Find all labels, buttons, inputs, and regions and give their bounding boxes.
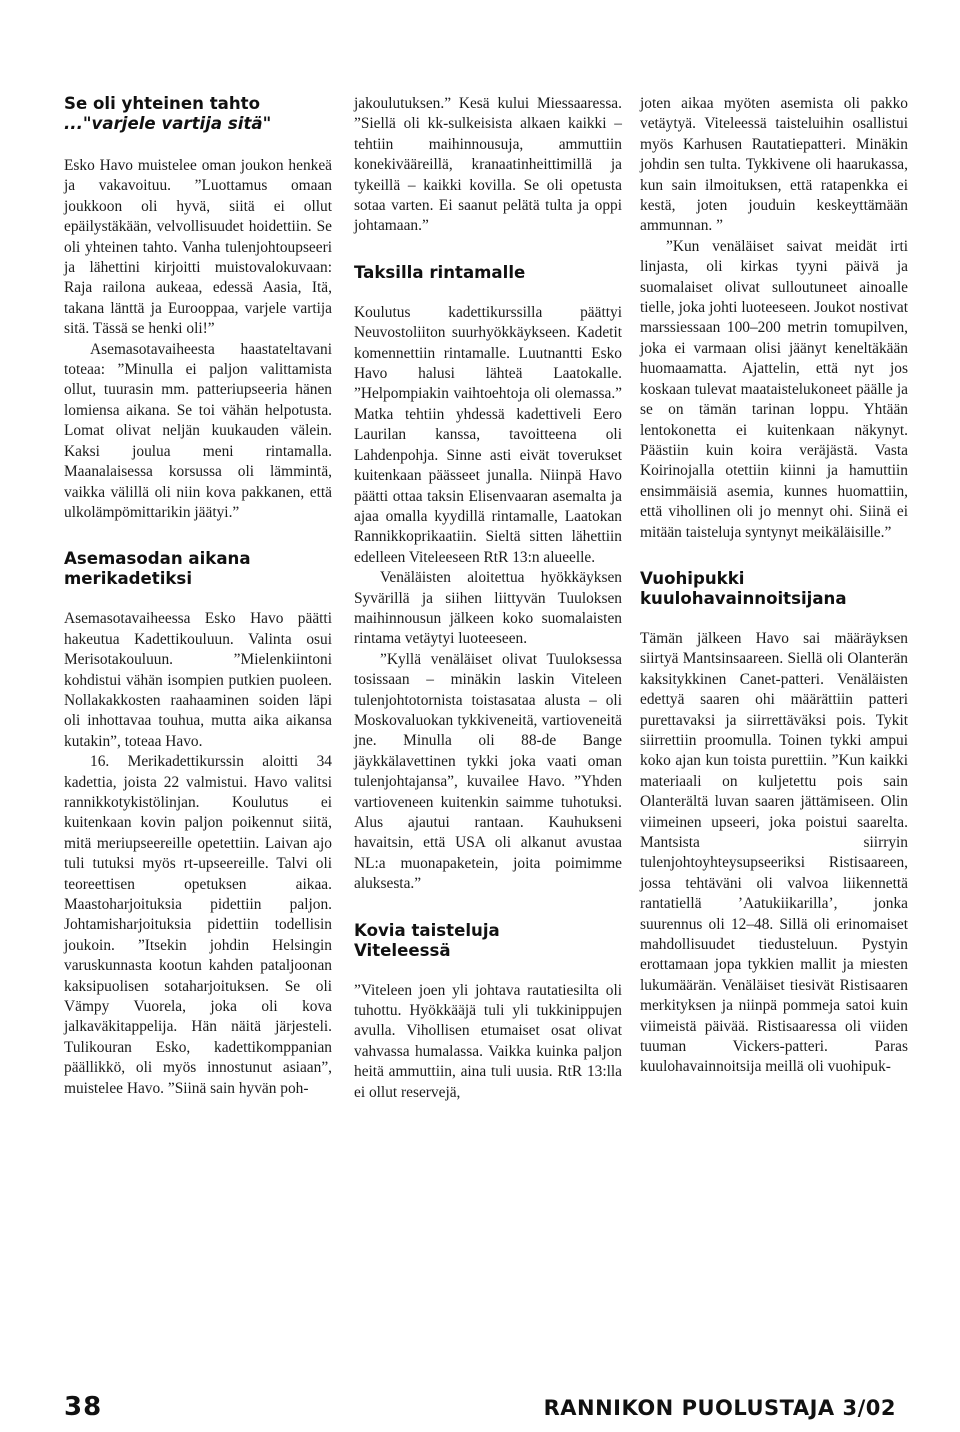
heading-line: merikadetiksi bbox=[64, 569, 193, 589]
column-2 bbox=[354, 94, 622, 1103]
paragraph: joten aikaa myöten asemista oli pakko vetäytyä. Viteleessä taisteluihin osallistui myös Karhusen Rautatiepatteri. Minäkin johdin sen tulta. Tykkivene oli haarukassa, kun sain ilmoituksen, että ratapenkka ei kestä, joten jouduin keskeyttämään ammunnan. ” bbox=[640, 95, 908, 235]
paragraph: ”Viteleen joen yli johtava rautatiesilta oli tuhottu. Hyökkääjä tuli yli tukkinippujen avulla. Vihollisen etumaiset osat olivat vahvassa humalassa. Vaikka kuinka paljon heitä ammuttiin, aina tuli uusia. RtR 13:lla ei ollut reservejä, bbox=[354, 981, 622, 1101]
column-1 bbox=[64, 94, 332, 1099]
column-3 bbox=[640, 94, 908, 1078]
heading-line: Taksilla rintamalle bbox=[354, 262, 526, 282]
magazine-title: RANNIKON PUOLUSTAJA 3/02 bbox=[543, 1396, 896, 1420]
section-heading-yhteinen-tahto bbox=[64, 94, 332, 134]
heading-line: Se oli yhteinen tahto bbox=[64, 94, 260, 113]
paragraph: Koulutus kadettikurssilla päättyi Neuvostoliiton suurhyökkäykseen. Kadetit komennettiin rintamalle. Luutnantti Esko Havo halusi lähteä Laatokalle. ”Helpompiakin vaihtoehtoja oli olemassa.” Matka tehtiin yhdessä kadettiveli Eero Laurilan kanssa, tavoitteena oli Lahdenpohja. Sinne asti eivät toverukset kuitenkaan päässeet junalla. Niinpä Havo päätti ottaa taksin Elisenvaaran asemalta ja ajaa omalla kyydillä rintamalle, Laatokan Rannikkoprikaatiin. Sieltä sitten lähettiin edelleen Viteleeseen RtR 13:n alueelle. bbox=[354, 303, 622, 566]
heading-line: Kovia taisteluja bbox=[354, 920, 500, 940]
heading-subline: ..."varjele vartija sitä" bbox=[64, 114, 272, 133]
page-number: 38 bbox=[64, 1392, 103, 1422]
paragraph: Esko Havo muistelee oman joukon henkeä ja vakavoituu. ”Luottamus omaan joukkoon oli hyvä, siitä ei ollut epäilystäkään, velvollisuudet hoidettiin. Se oli yhteinen tahto. Vanha tulenjohtoupseeri ja lähettini kirjoitti muistovalokuvaan: Raja railona aukeaa, edessä Aasia, Itä, takana länttä ja Eurooppaa, varjele vartija sitä. Tässä se henki oli!” bbox=[64, 157, 332, 338]
paragraph: ”Kyllä venäläiset olivat Tuuloksessa tosissaan – minäkin laskin Viteleen tulenjohtotornista toistasataa alusta – oli Moskovaluokan tykkiveneitä, vartioveneitä jne. Minulla oli 88-de Bange jäykkälavettinen tykki joka vaati oman tulenjohtajansa”, kuvailee Havo. ”Yhden vartioveneen kuitenkin saimme tuhotuksi. Alus ajautui rantaan. Kauhukseni havaitsin, että USA oli alkanut avustaa NL:a muonapaketein, joita poimimme aluksesta.” bbox=[354, 650, 622, 893]
section-heading-taksilla-rintamalle bbox=[354, 263, 622, 283]
heading-line: Viteleessä bbox=[354, 940, 451, 960]
paragraph: Venäläisten aloitettua hyökkäyksen Syvärillä ja siihen liittyvän Tuuloksen maihinnousun jälkeen koko suomalaisten rintama vetäytyi luoteeseen. bbox=[354, 569, 622, 648]
paragraph: jakoulutuksen.” Kesä kului Miessaaressa. ”Siellä oli kk-sulkeisista alkaen kaikki – tehtiin maihinnousuja, ammuttiin konekivääreillä, kranaatinheittimillä ja tykeillä – kaikki kovilla. Se oli opetusta sotaa varten. Ei saanut pelätä tulta ja oppi johtamaan.” bbox=[354, 95, 622, 235]
paragraph: Tämän jälkeen Havo sai määräyksen siirtyä Mantsinsaareen. Siellä oli Olanterän kaksitykkinen Canet-patteri. Venäläisten edettyä saaren ohi määrättiin patteri purettavaksi ja siirrettäväksi pois. Tykit siirrettiin proomulla. Toinen tykki ampui koko ajan kun toista purettiin. ”Kun kaikki materiaali on kuljetettu pois sain Olanterältä luvan saaren jättämiseen. Olin viimeinen upseeri, joka poistui saarelta. Mantsista siirryin tulenjohtoyhteysupseeriksi Ristisaareen, jossa tehtäväni oli valvoa liikennettä rantatiellä ’Aatukiikarilla’, jonka suurennus oli 12–48. Sillä oli erinomaiset mahdollisuudet tiedusteluun. Pystyin erottamaan jopa tykkien mallit ja miesten lukumäärän. Venäläiset tiesivät Ristisaaren merkityksen ja niinpä pommeja satoi kuin viimeistä päivää. Ristisaaressa oli viiden tuuman Vickers-patteri. Paras kuulohavainnoitsija meillä oli vuohipuk- bbox=[640, 629, 908, 1076]
heading-line: Vuohipukki bbox=[640, 568, 745, 588]
section-heading-kovia-taisteluja bbox=[354, 921, 622, 961]
paragraph: Asemasotavaiheessa Esko Havo päätti hakeutua Kadettikouluun. Valinta osui Merisotakouluun. ”Mielenkiintoni kohdistui vähän isompien putkien puoleen. Nollakakkosten raahaaminen soiden läpi oli inhottavaa touhua, mutta aika aikansa kutakin”, toteaa Havo. bbox=[64, 610, 332, 750]
paragraph: ”Kun venäläiset saivat meidät irti linjasta, oli kirkas tyyni päivä ja suomalaiset olivat sulloutuneet ainoalle tielle, joka johti luoteeseen. Joukot nostivat marssiessaan 100–200 metrin tomupilven, joka ei varmaan olisi jäänyt keneltäkään huomaamatta. Ajattelin, että nyt jos koskaan tulevat maataistelukoneet päälle ja se on tämän tarinan loppu. Yhtään lentokonetta ei kuitenkaan näkynyt. Päästiin kuin koira veräjästä. Vasta Koirinojalla otettiin kiinni ja hamuttiin ensimmäisiä asemia, kunnes huomattiin, että vihollinen oli jo mennyt ohi. Siinä ei mitään taisteluja syntynyt meikäläisille.” bbox=[640, 237, 908, 541]
paragraph: Asemasotavaiheesta haastateltavani toteaa: ”Minulla ei paljon valittamista ollut, tuurasin mm. patteriupseeria hänen lomiensa aikana. Se toi vähän helpotusta. Lomat olivat neljän kuukauden välein. Kaksi joulua meni rintamalla. Maanalaisessa korsussa oli lämmintä, vaikka välillä oli niin kova pakkanen, että ulkolämpömittarikin jäätyi.” bbox=[64, 340, 332, 521]
section-heading-asemasodan-aikana bbox=[64, 549, 332, 589]
section-heading-vuohipukki bbox=[640, 569, 908, 609]
heading-line: Asemasodan aikana bbox=[64, 549, 251, 569]
paragraph: 16. Merikadettikurssin aloitti 34 kadettia, joista 22 valmistui. Havo valitsi rannikkotykistölinjan. Koulutus ei kuitenkaan kovin paljon poikennut siitä, mitä meriupseereille opetettiin. Laivan ajo tuli tutuksi myös rt-upseereille. Talvi oli teoreettisen opetuksen aikaa. Maastoharjoituksia pidettiin paljon. Johtamisharjoituksia pidettiin todellisin joukoin. ”Itsekin johdin Helsingin varuskunnasta kootun kahden pataljoonan kaksipuolisen sotaharjoituksen. Se oli Vämpy Vuorela, joka oli kova jalkaväkitappelija. Hän näitä järjesteli. Tulikouran Esko, kadettikomppanian päällikkö, oli myös innostunut asiaan”, muistelee Havo. ”Siinä sain hyvän poh- bbox=[64, 753, 332, 1097]
heading-line: kuulohavainnoitsijana bbox=[640, 588, 847, 608]
